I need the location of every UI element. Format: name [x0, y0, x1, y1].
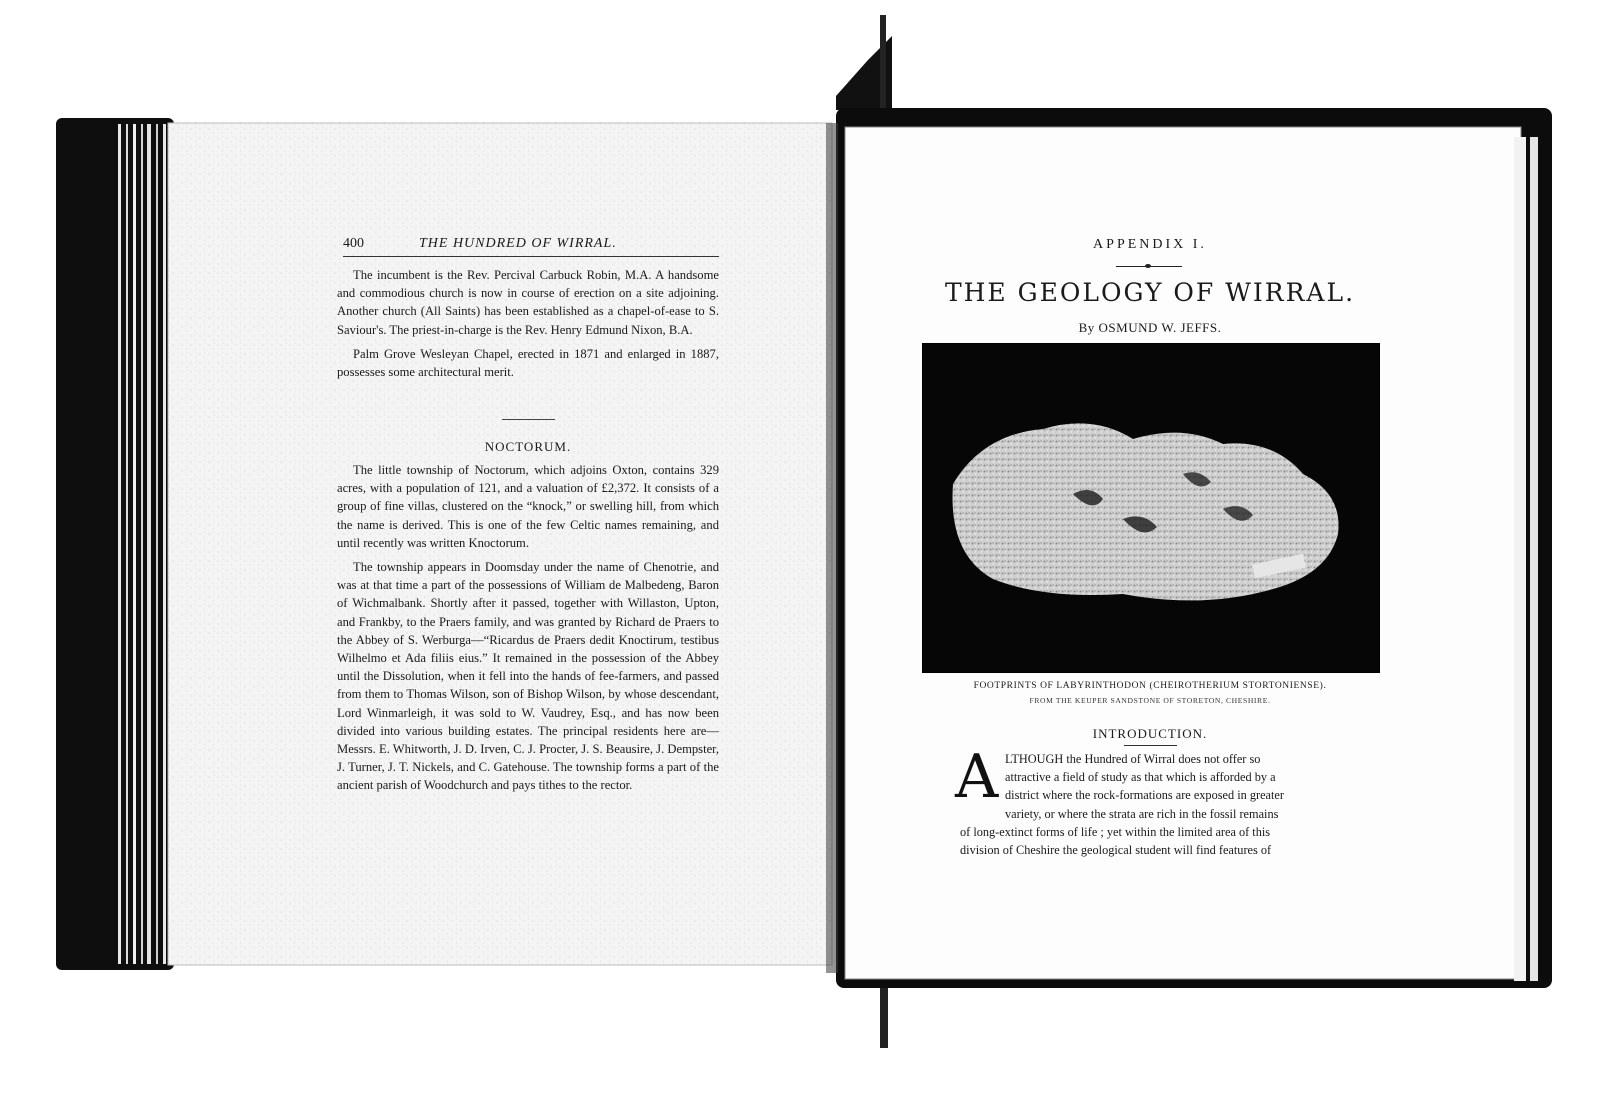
introduction-rule [1124, 745, 1177, 746]
drop-cap: A [955, 742, 999, 812]
paragraph: Palm Grove Wesleyan Chapel, erected in 1871 and enlarged in 1887, possesses some architectural merit. [337, 346, 719, 380]
text-line: division of Cheshire the geological student will find features of [960, 843, 1272, 858]
introduction-heading: INTRODUCTION. [1092, 726, 1208, 741]
text-line: district where the rock-formations are exposed in greater [1005, 788, 1284, 803]
text-line: LTHOUGH the Hundred of Wirral does not offer so [1005, 752, 1261, 766]
running-head [343, 234, 719, 257]
photo-caption: FOOTPRINTS OF LABYRINTHODON (CHEIROTHERIUM STORTONIENSE). [973, 681, 1327, 691]
paragraph: The incumbent is the Rev. Percival Carbuck Robin, M.A. A handsome and commodious church is now in course of erection on a site adjoining. Another church (All Saints) has been established as a chapel-of-ease to S. Saviour's. The priest-in-charge is the Rev. Henry Edmund Nixon, B.A. [337, 268, 719, 337]
appendix-label: APPENDIX I. [1093, 237, 1207, 252]
author-line: By OSMUND W. JEFFS. [1078, 320, 1222, 335]
ornament-rule [1116, 266, 1182, 267]
introduction-text [960, 750, 1339, 859]
text-line: attractive a field of study as that which is afforded by a [1005, 770, 1276, 785]
section-divider [502, 419, 555, 420]
page-number: 400 [343, 236, 364, 251]
text-line: of long-extinct forms of life ; yet within the limited area of this [960, 824, 1271, 839]
paragraph: The little township of Noctorum, which adjoins Oxton, contains 329 acres, with a population of 121, and a valuation of £2,372. It consists of a group of fine villas, clustered on the “knock,” or swelling hill, from which the name is derived. This is one of the few Celtic names remaining, and until recently was written Knoctorum. [337, 463, 719, 550]
paragraph: The township appears in Doomsday under the name of Chenotrie, and was at that time a part of the possessions of William de Malbedeng, Baron of Wichmalbank. Shortly after it passed, together with Willaston, Upton, and Frankby, to the Praers family, and was granted by Richard de Praers to the Abbey of S. Werburga—“Ricardus de Praers dedit Knoctirum, testibus Wilhelmo et Ada filiis eius.” It remained in the possession of the Abbey until the Dissolution, when it fell into the hands of fee-farmers, and passed from them to Thomas Wilson, son of Bishop Wilson, by whose descendant, Lord Winmarleigh, it was sold to W. Vaudrey, Esq., and has now been divided into various building estates. The principal residents here are—Messrs. E. Whitworth, J. D. Irven, C. J. Procter, J. S. Beausire, J. Dempster, J. Turner, J. T. Nickels, and C. Gatehouse. The township forms a part of the ancient parish of Woodchurch and pays tithes to the rector. [337, 560, 719, 793]
fossil-footprints-photo [922, 343, 1380, 673]
photo-caption-source: FROM THE KEUPER SANDSTONE OF STORETON, CHESHIRE. [1029, 696, 1271, 705]
chapter-title: THE GEOLOGY OF WIRRAL. [944, 278, 1356, 307]
section-heading: NOCTORUM. [484, 439, 572, 454]
text-line: variety, or where the strata are rich in the fossil remains [1005, 806, 1279, 821]
running-title: THE HUNDRED OF WIRRAL. [419, 236, 617, 251]
left-text-block-top [337, 266, 719, 387]
rock-slab-image [923, 344, 1379, 672]
left-text-block-section [337, 461, 719, 801]
